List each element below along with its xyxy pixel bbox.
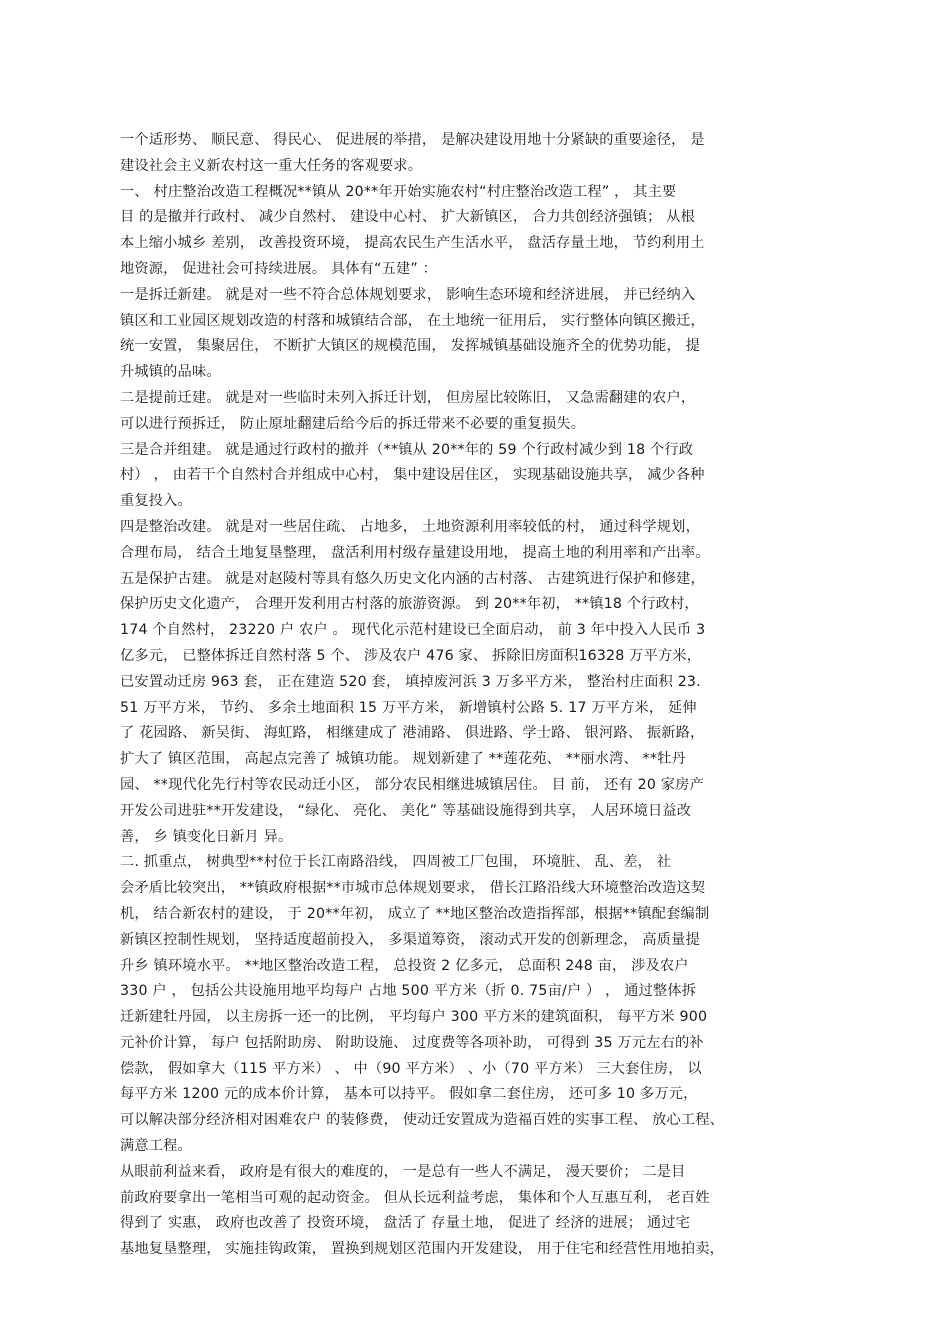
text-line: 园、 **现代化先行村等农民动迁小区， 部分农民相继进城镇居住。 目 前， 还有 20 家房产 — [120, 776, 704, 793]
text-line: 升乡 镇环境水平。 **地区整治改造工程， 总投资 2 亿多元， 总面积 248 亩， 涉及农户 — [120, 957, 689, 974]
text-line: 基地复垦整理， 实施挂钩政策， 置换到规划区范围内开发建设， 用于住宅和经营性用地拍卖， — [120, 1241, 725, 1258]
text-line: 偿款， 假如拿大（115 平方米） 、 中（90 平方米） 、小（70 平方米） 三大套住房， 以 — [120, 1060, 702, 1077]
text-line: 合理布局， 结合土地复垦整理， 盘活利用村级存量建设用地， 提高土地的利用率和产出率。 — [120, 544, 710, 561]
text-line: 地资源， 促进社会可持续进展。 具体有“五建” ： — [120, 260, 437, 277]
text-line: 三是合并组建。 就是通过行政村的撤并（**镇从 20**年的 59 个行政村减少到 18 个行政 — [120, 441, 694, 458]
text-line: 重复投入。 — [120, 493, 192, 510]
text-line: 满意工程。 — [120, 1138, 192, 1155]
text-line: 机， 结合新农村的建设， 于 20**年初， 成立了 **地区整治改造指挥部，根据**镇配套编制 — [120, 905, 710, 922]
text-line: 目 的是撤并行政村、 减少自然村、 建设中心村、 扩大新镇区， 合力共创经济强镇； 从根 — [120, 209, 695, 226]
text-line: 扩大了 镇区范围， 高起点完善了 城镇功能。 规划新建了 **莲花苑、 **丽水湾、 **牡丹 — [120, 751, 686, 768]
text-line: 建设社会主义新农村这一重大任务的客观要求。 — [120, 157, 423, 174]
text-line: 一是拆迁新建。 就是对一些不符合总体规划要求， 影响生态环境和经济进展， 并已经纳入 — [120, 286, 696, 303]
text-line: 二. 抓重点， 树典型**村位于长江南路沿线， 四周被工厂包围， 环境脏、 乱、差， 社 — [120, 854, 672, 871]
text-line: 51 万平方米， 节约、 多余土地面积 15 万平方米， 新增镇村公路 5. 17 万平方米， 延伸 — [120, 699, 697, 716]
text-line: 镇区和工业园区规划改造的村落和城镇结合部， 在土地统一征用后， 实行整体向镇区搬迁， — [120, 312, 705, 329]
text-line: 可以解决部分经济相对困难农户 的装修费， 使动迁安置成为造福百姓的实事工程、 放心工程、 — [120, 1112, 725, 1129]
body-text — [120, 128, 820, 1263]
text-line: 从眼前利益来看， 政府是有很大的难度的， 一是总有一些人不满足， 漫天要价； 二是目 — [120, 1163, 686, 1180]
text-line: 五是保护古建。 就是对赵陵村等具有悠久历史文化内涵的古村落、 古建筑进行保护和修建， — [120, 570, 705, 587]
text-line: 一、 村庄整治改造工程概况**镇从 20**年开始实施农村“村庄整治改造工程” ， 其主要 — [120, 183, 677, 200]
text-line: 330 户 ， 包括公共设施用地平均每户 占地 500 平方米（折 0. 75亩/户 ） ， 通过整体拆 — [120, 983, 697, 1000]
text-line: 每平方米 1200 元的成本价计算， 基本可以持平。 假如拿二套住房， 还可多 10 多万元， — [120, 1086, 698, 1103]
text-line: 本上缩小城乡 差别， 改善投资环境， 提高农民生产生活水平， 盘活存量土地， 节约利用土 — [120, 235, 705, 252]
text-line: 一个适形势、 顺民意、 得民心、 促进展的举措， 是解决建设用地十分紧缺的重要途径， 是 — [120, 132, 705, 148]
text-line: 亿多元， 已整体拆迁自然村落 5 个、 涉及农户 476 家、 拆除旧房面积16328 万平方米， — [120, 647, 702, 664]
text-line: 保护历史文化遗产， 合理开发利用古村落的旅游资源。 到 20**年初， **镇18 个行政村， — [120, 596, 699, 613]
text-line: 会矛盾比较突出， **镇政府根据**市城市总体规划要求， 借长江路沿线大环境整治改造这契 — [120, 880, 706, 897]
text-line: 四是整治改建。 就是对一些居住疏、 占地多， 土地资源利用率较低的村， 通过科学规划， — [120, 518, 700, 535]
text-line: 迁新建牡丹园， 以主房拆一还一的比例， 平均每户 300 平方米的建筑面积， 每平方米 900 — [120, 1009, 708, 1026]
text-line: 得到了 实惠， 政府也改善了 投资环境， 盘活了 存量土地， 促进了 经济的进展； 通过宅 — [120, 1215, 691, 1232]
text-line: 已安置动迁房 963 套， 正在建造 520 套， 填掉废河浜 3 万多平方米， 整治村庄面积 23. — [120, 673, 701, 690]
text-line: 统一安置， 集聚居住， 不断扩大镇区的规模范围， 发挥城镇基础设施齐全的优势功能， 提 — [120, 338, 700, 355]
text-line: 前政府要拿出一笔相当可观的起动资金。 但从长远利益考虑， 集体和个人互惠互利， 老百姓 — [120, 1189, 710, 1206]
text-line: 二是提前迁建。 就是对一些临时未列入拆迁计划， 但房屋比较陈旧， 又急需翻建的农户， — [120, 389, 696, 406]
text-line: 新镇区控制性规划， 坚持适度超前投入， 多渠道筹资， 滚动式开发的创新理念， 高质量提 — [120, 931, 700, 948]
text-line: 元补价计算， 每户 包括附助房、 附助设施、 过度费等各项补助， 可得到 35 万元左右的补 — [120, 1034, 704, 1051]
text-line: 174 个自然村， 23220 户 农户 。 现代化示范村建设已全面启动， 前 3 年中投入人民币 3 — [120, 622, 706, 639]
text-line: 善， 乡 镇变化日新月 异。 — [120, 828, 293, 845]
text-line: 开发公司进驻**开发建设， “绿化、 亮化、 美化” 等基础设施得到共享， 人居环境日益改 — [120, 802, 692, 819]
text-line: 村） ， 由若干个自然村合并组成中心村， 集中建设居住区， 实现基础设施共享， 减少各种 — [120, 467, 705, 484]
text-line: 了 花园路、 新吴街、 海虹路， 相继建成了 港浦路、 俱进路、学士路、 银河路、 振新路， — [120, 725, 705, 742]
text-line: 可以进行预拆迁， 防止原址翻建后给今后的拆迁带来不必要的重复损失。 — [120, 415, 586, 432]
text-line: 升城镇的品味。 — [120, 364, 221, 381]
